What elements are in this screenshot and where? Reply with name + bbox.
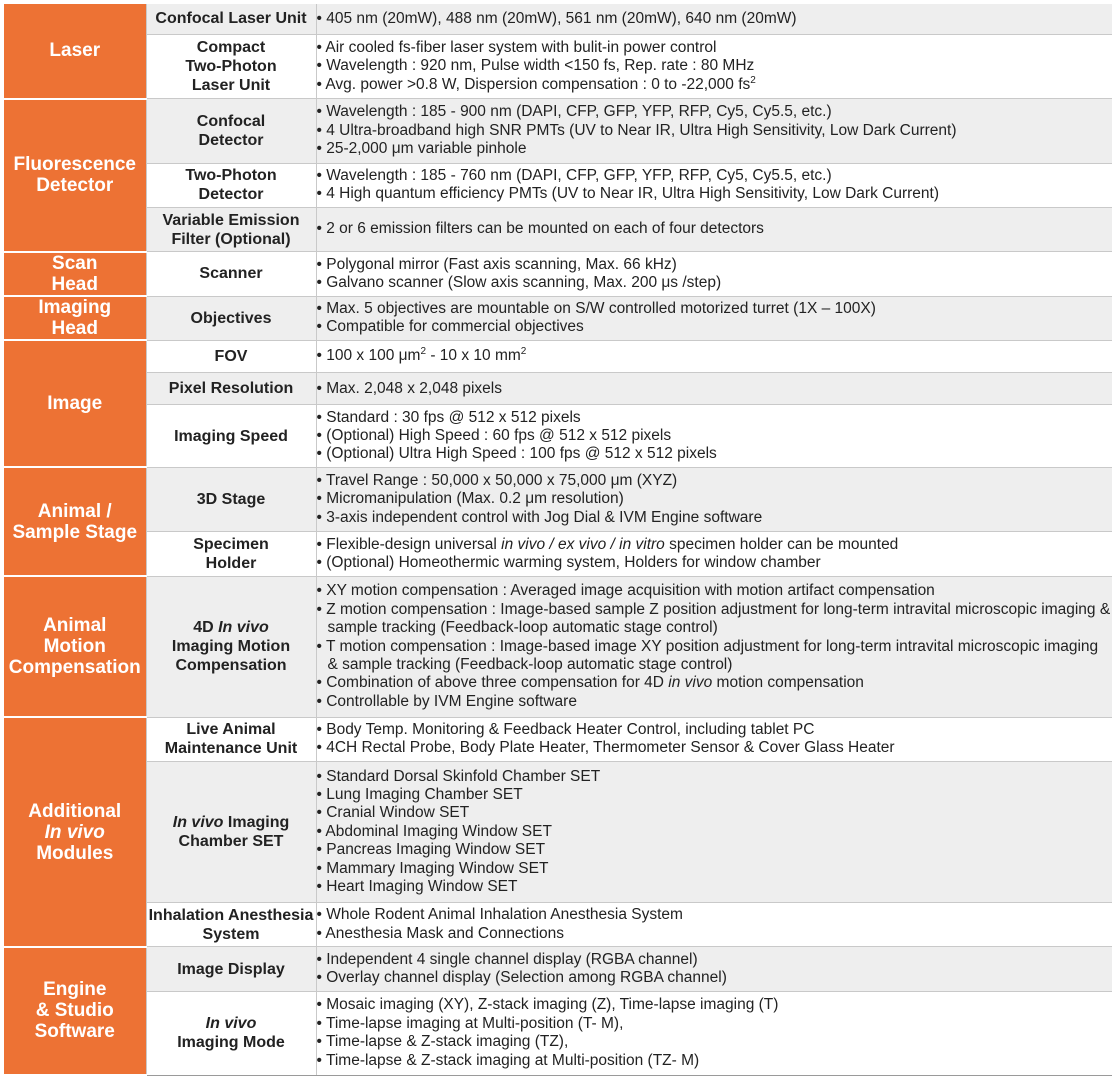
row-label-objectives: Objectives xyxy=(146,296,316,340)
category-additional-in-vivo-modules: Additional In vivo Modules xyxy=(4,717,146,947)
row-label-fov: FOV xyxy=(146,340,316,372)
category-animal-sample-stage: Animal / Sample Stage xyxy=(4,467,146,576)
spec-table xyxy=(4,4,1112,1076)
table-row xyxy=(4,252,1112,296)
table-row xyxy=(4,373,1112,405)
category-scan-head: Scan Head xyxy=(4,252,146,296)
table-row xyxy=(4,207,1112,251)
table-row xyxy=(4,576,1112,717)
category-fluorescence-detector: Fluorescence Detector xyxy=(4,99,146,252)
table-row xyxy=(4,947,1112,991)
row-spec-specimen-holder: • Flexible-design universal in vivo / ex vivo / in vitro specimen holder can be mounted • (Optional) Homeothermic warming system, Holders for window chamber xyxy=(316,532,1112,576)
category-animal-motion-compensation: Animal Motion Compensation xyxy=(4,576,146,717)
row-spec-fov: • 100 x 100 $\mu m^2 - 10$ x 10 $mm^2$ xyxy=(316,340,1112,372)
table-row xyxy=(4,163,1112,207)
row-label-variable-emission-filter: Variable Emission Filter (Optional) xyxy=(146,207,316,251)
row-label-inhalation-anesthesia-system: Inhalation Anesthesia System xyxy=(146,903,316,947)
row-spec-variable-emission-filter: • 2 or 6 emission filters can be mounted on each of four detectors xyxy=(316,207,1112,251)
row-label-two-photon-detector: Two-Photon Detector xyxy=(146,163,316,207)
row-spec-confocal-laser-unit: • 405 nm (20mW), 488 nm (20mW), 561 nm (20mW), 640 nm (20mW) xyxy=(316,4,1112,34)
row-spec-imaging-speed: • Standard : 30 fps @ 512 x 512 pixels • (Optional) High Speed : 60 fps @ 512 x 512 pixels • (Optional) Ultra High Speed : 100 fps @ 512 x 512 pixels xyxy=(316,405,1112,467)
row-spec-image-display: • Independent 4 single channel display (RGBA channel) • Overlay channel display (Selection among RGBA channel) xyxy=(316,947,1112,991)
row-label-4d-motion-compensation: 4D In vivo Imaging Motion Compensation xyxy=(146,576,316,717)
row-spec-3d-stage: • Travel Range : 50,000 x 50,000 x 75,000 μm (XYZ) • Micromanipulation (Max. 0.2 μm resolution) • 3-axis independent control with Jog Dial & IVM Engine software xyxy=(316,467,1112,531)
row-label-imaging-speed: Imaging Speed xyxy=(146,405,316,467)
row-label-in-vivo-imaging-chamber-set: In vivo Imaging Chamber SET xyxy=(146,762,316,903)
table-row xyxy=(4,903,1112,947)
row-spec-two-photon-laser-unit: • Air cooled fs-fiber laser system with bulit-in power control • Wavelength : 920 nm, Pulse width <150 fs, Rep. rate : 80 MHz • Avg. power >0.8 W, Dispersion compensation : 0 to -22,000 $fs^2$ xyxy=(316,34,1112,98)
row-spec-scanner: • Polygonal mirror (Fast axis scanning, Max. 66 kHz) • Galvano scanner (Slow axis scanning, Max. 200 μs /step) xyxy=(316,252,1112,296)
table-row xyxy=(4,340,1112,372)
row-label-specimen-holder: Specimen Holder xyxy=(146,532,316,576)
table-row xyxy=(4,296,1112,340)
row-spec-two-photon-detector: • Wavelength : 185 - 760 nm (DAPI, CFP, GFP, YFP, RFP, Cy5, Cy5.5, etc.) • 4 High quantum efficiency PMTs (UV to Near IR, Ultra High Sensitivity, Low Dark Current) xyxy=(316,163,1112,207)
row-spec-inhalation-anesthesia-system: • Whole Rodent Animal Inhalation Anesthesia System • Anesthesia Mask and Connections xyxy=(316,903,1112,947)
category-imaging-head: Imaging Head xyxy=(4,296,146,340)
table-row xyxy=(4,991,1112,1075)
row-label-3d-stage: 3D Stage xyxy=(146,467,316,531)
row-label-pixel-resolution: Pixel Resolution xyxy=(146,373,316,405)
table-row xyxy=(4,99,1112,163)
row-label-two-photon-laser-unit: Compact Two-Photon Laser Unit xyxy=(146,34,316,98)
table-row xyxy=(4,405,1112,467)
row-label-in-vivo-imaging-mode: In vivo Imaging Mode xyxy=(146,991,316,1075)
row-label-scanner: Scanner xyxy=(146,252,316,296)
row-label-confocal-laser-unit: Confocal Laser Unit xyxy=(146,4,316,34)
row-spec-in-vivo-imaging-mode: • Mosaic imaging (XY), Z-stack imaging (Z), Time-lapse imaging (T) • Time-lapse imaging at Multi-position (T- M), • Time-lapse & Z-stack imaging (TZ), • Time-lapse & Z-stack imaging at Multi-position (TZ- M) xyxy=(316,991,1112,1075)
row-spec-confocal-detector: • Wavelength : 185 - 900 nm (DAPI, CFP, GFP, YFP, RFP, Cy5, Cy5.5, etc.) • 4 Ultra-broadband high SNR PMTs (UV to Near IR, Ultra High Sensitivity, Low Dark Current) • 25-2,000 μm variable pinhole xyxy=(316,99,1112,163)
category-laser: Laser xyxy=(4,4,146,99)
row-spec-live-animal-maintenance-unit: • Body Temp. Monitoring & Feedback Heater Control, including tablet PC • 4CH Rectal Probe, Body Plate Heater, Thermometer Sensor & Cover Glass Heater xyxy=(316,717,1112,761)
table-row xyxy=(4,762,1112,903)
row-label-live-animal-maintenance-unit: Live Animal Maintenance Unit xyxy=(146,717,316,761)
category-engine-studio-software: Engine & Studio Software xyxy=(4,947,146,1075)
table-row xyxy=(4,532,1112,576)
category-image: Image xyxy=(4,340,146,467)
row-label-image-display: Image Display xyxy=(146,947,316,991)
row-spec-4d-motion-compensation: • XY motion compensation : Averaged image acquisition with motion artifact compensation • Z motion compensation : Image-based sample Z position adjustment for long-term intravital microscopic imaging & sample tracking (Feedback-loop automatic stage control) • T motion compensation : Image-based image XY position adjustment for long-term intravital microscopic imaging & sample tracking (Feedback-loop automatic stage control) • Combination of above three compensation for 4D in vivo motion compensation • Controllable by IVM Engine software xyxy=(316,576,1112,717)
row-label-confocal-detector: Confocal Detector xyxy=(146,99,316,163)
row-spec-pixel-resolution: • Max. 2,048 x 2,048 pixels xyxy=(316,373,1112,405)
table-row xyxy=(4,467,1112,531)
row-spec-objectives: • Max. 5 objectives are mountable on S/W controlled motorized turret (1X – 100X) • Compatible for commercial objectives xyxy=(316,296,1112,340)
table-row xyxy=(4,4,1112,34)
table-row xyxy=(4,34,1112,98)
table-row xyxy=(4,717,1112,761)
row-spec-in-vivo-imaging-chamber-set: • Standard Dorsal Skinfold Chamber SET • Lung Imaging Chamber SET • Cranial Window SET • Abdominal Imaging Window SET • Pancreas Imaging Window SET • Mammary Imaging Window SET • Heart Imaging Window SET xyxy=(316,762,1112,903)
